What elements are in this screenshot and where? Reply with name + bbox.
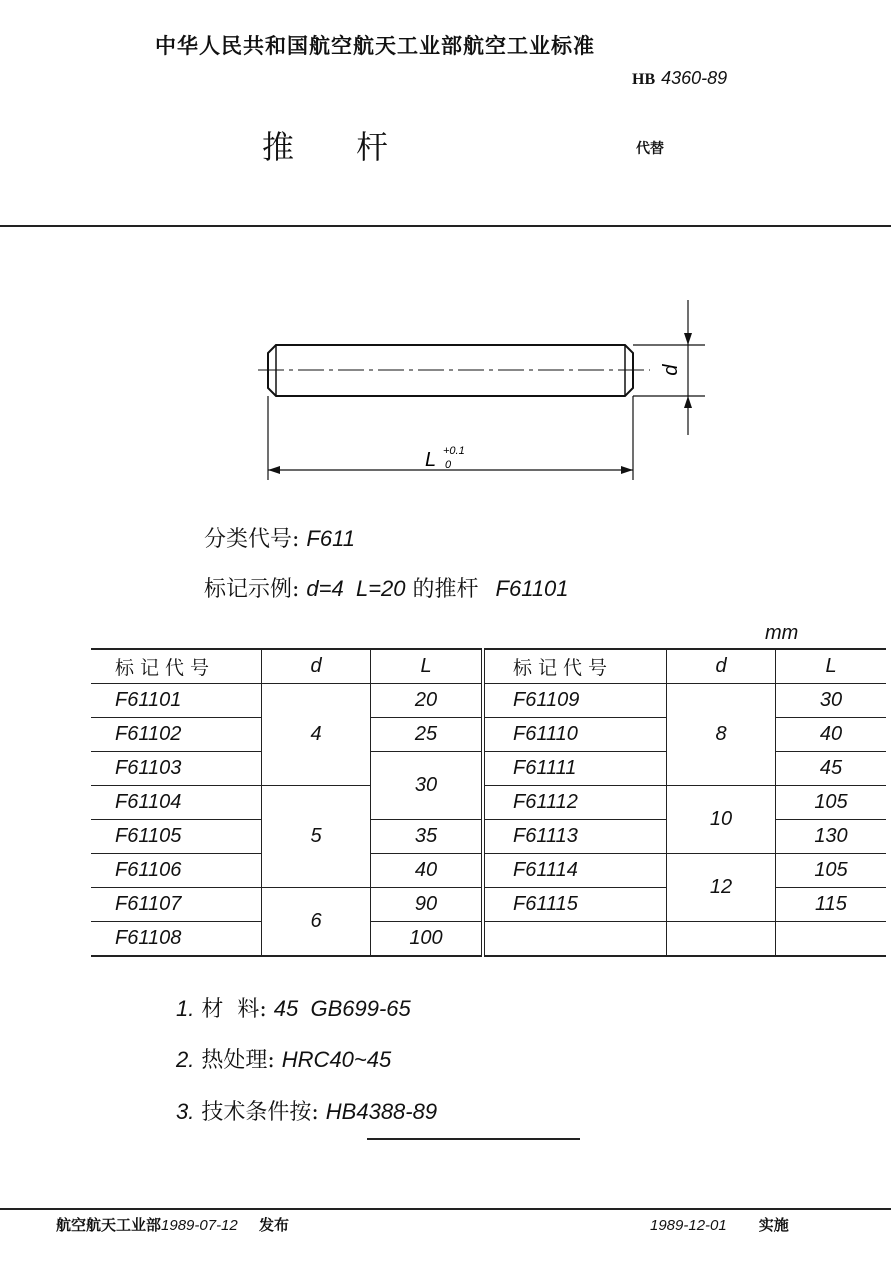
code-cell: F61105 xyxy=(115,825,182,847)
L-cell: 30 xyxy=(371,752,484,820)
note-value: 45 GB699-65 xyxy=(273,996,411,1021)
dim-label-d: d xyxy=(660,364,682,376)
L-cell: 35 xyxy=(371,820,484,854)
code-cell: F61112 xyxy=(483,786,667,820)
table-row xyxy=(91,922,886,957)
d-cell: 5 xyxy=(262,786,371,888)
replaces-label: 代替 xyxy=(636,141,664,157)
end-mark-line xyxy=(367,1138,580,1140)
note-2 xyxy=(176,1043,391,1074)
push-rod-drawing xyxy=(250,290,720,490)
impl-label: 实施 xyxy=(758,1216,789,1234)
standard-code: 4360-89 xyxy=(661,68,728,88)
parts-table xyxy=(91,648,886,957)
arrow-d-bottom xyxy=(684,396,692,408)
L-cell: 115 xyxy=(776,888,887,922)
arrow-L-right xyxy=(621,466,633,474)
example-label: 标记示例: xyxy=(204,577,300,602)
code-cell: F61101 xyxy=(115,689,182,711)
note-label: 材 料: xyxy=(201,997,267,1022)
header-d-left: d xyxy=(262,649,371,684)
d-cell: 8 xyxy=(667,684,776,786)
d-cell: 12 xyxy=(667,854,776,922)
table-row xyxy=(91,684,886,718)
table-row xyxy=(91,854,886,888)
d-cell: 4 xyxy=(262,684,371,786)
header-code-right: 标记代号 xyxy=(483,649,667,684)
example-name: 的推杆 xyxy=(412,577,479,602)
note-1 xyxy=(176,992,411,1023)
arrow-d-top xyxy=(684,333,692,345)
code-cell: F61107 xyxy=(115,893,182,915)
note-label: 热处理: xyxy=(201,1048,275,1073)
arrow-L-left xyxy=(268,466,280,474)
L-cell: 90 xyxy=(371,888,484,922)
note-3 xyxy=(176,1095,437,1126)
code-cell: F61113 xyxy=(483,820,667,854)
example-line xyxy=(204,572,569,603)
title-char-1: 推 xyxy=(262,128,295,166)
code-cell: F61102 xyxy=(115,723,182,745)
tol-lower: 0 xyxy=(445,459,452,471)
example-code: F61101 xyxy=(495,576,569,601)
issue-label: 发布 xyxy=(258,1216,289,1234)
footer-issue xyxy=(56,1214,289,1235)
header-d-right: d xyxy=(667,649,776,684)
classification-line xyxy=(204,522,355,553)
L-cell: 130 xyxy=(776,820,887,854)
L-cell: 20 xyxy=(371,684,484,718)
header-code-left: 标记代号 xyxy=(115,657,216,679)
note-label: 技术条件按: xyxy=(201,1100,319,1125)
code-cell: F61104 xyxy=(115,791,182,813)
classification-value: F611 xyxy=(306,526,355,551)
header-divider xyxy=(0,225,891,227)
L-cell: 30 xyxy=(776,684,887,718)
d-cell: 6 xyxy=(262,888,371,957)
issue-date: 1989-07-12 xyxy=(161,1217,238,1234)
code-cell: F61111 xyxy=(483,752,667,786)
code-cell: F61110 xyxy=(483,718,667,752)
classification-label: 分类代号: xyxy=(204,527,300,552)
code-cell: F61114 xyxy=(483,854,667,888)
empty-d-cell xyxy=(667,922,776,957)
header-L-right: L xyxy=(776,649,887,684)
empty-code-cell xyxy=(483,922,667,957)
dim-label-L: L xyxy=(425,449,437,471)
note-value: HB4388-89 xyxy=(325,1099,438,1124)
footer-divider xyxy=(0,1208,891,1210)
code-cell: F61108 xyxy=(115,927,182,949)
document-title xyxy=(262,122,450,168)
table-header-row xyxy=(91,649,886,684)
L-cell: 100 xyxy=(371,922,484,957)
impl-date: 1989-12-01 xyxy=(650,1217,727,1234)
organization-title: 中华人民共和国航空航天工业部航空工业标准 xyxy=(155,34,595,58)
note-number: 3. xyxy=(176,1099,195,1124)
note-number: 1. xyxy=(176,996,195,1021)
code-cell: F61115 xyxy=(483,888,667,922)
title-char-2: 杆 xyxy=(356,128,389,166)
header-L-left: L xyxy=(371,649,484,684)
L-cell: 105 xyxy=(776,854,887,888)
note-value: HRC40~45 xyxy=(281,1047,392,1072)
L-cell: 105 xyxy=(776,786,887,820)
table-row xyxy=(91,786,886,820)
footer-implementation xyxy=(650,1214,789,1235)
issuer: 航空航天工业部 xyxy=(56,1216,162,1234)
standard-prefix: HB xyxy=(632,71,656,88)
d-cell: 10 xyxy=(667,786,776,854)
unit-label: mm xyxy=(765,622,799,644)
code-cell: F61103 xyxy=(115,757,182,779)
example-value: d=4 L=20 xyxy=(306,576,406,601)
code-cell: F61109 xyxy=(483,684,667,718)
L-cell: 40 xyxy=(371,854,484,888)
L-cell: 45 xyxy=(776,752,887,786)
L-cell: 40 xyxy=(776,718,887,752)
note-number: 2. xyxy=(176,1047,195,1072)
standard-number xyxy=(632,68,727,89)
empty-L-cell xyxy=(776,922,887,957)
tol-upper: +0.1 xyxy=(443,445,465,457)
L-cell: 25 xyxy=(371,718,484,752)
code-cell: F61106 xyxy=(115,859,182,881)
